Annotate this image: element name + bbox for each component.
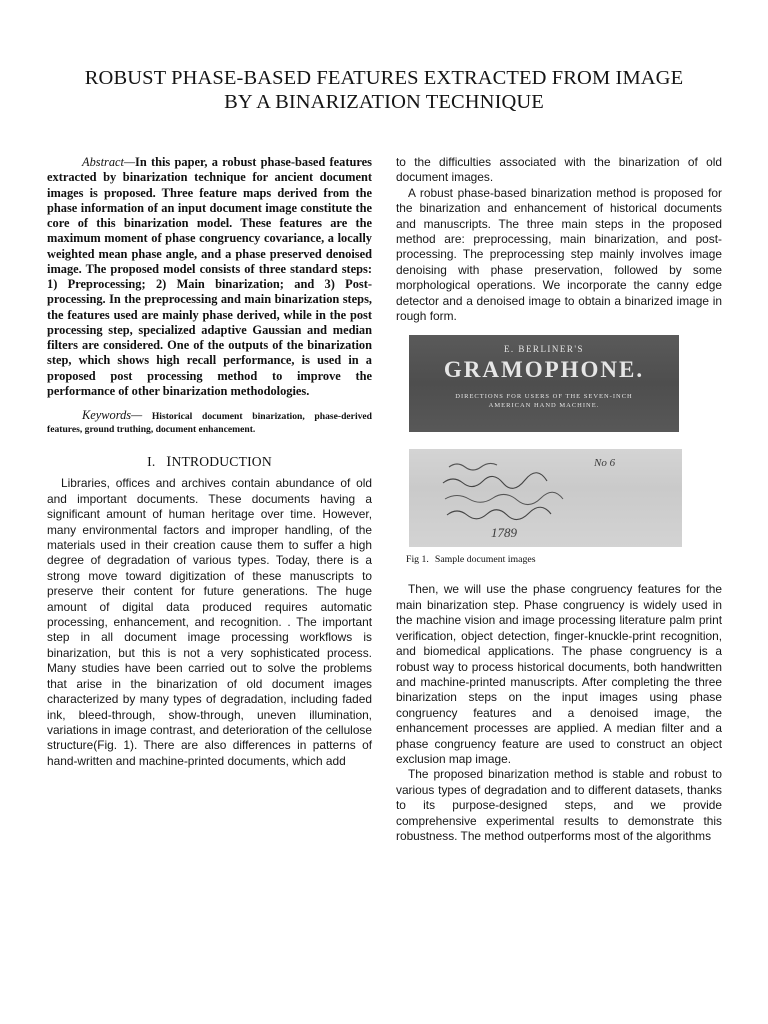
abstract-label: Abstract— xyxy=(82,155,136,169)
sample-image-gramophone xyxy=(409,335,679,432)
paper-title xyxy=(40,66,728,114)
title-line-2: BY A BINARIZATION TECHNIQUE xyxy=(224,91,544,113)
right-paragraph-4: The proposed binarization method is stable and robust to various types of degradation and to different datasets, thanks to its purpose-designed steps, and we provide comprehensive experimental results to demonstrate this robustness. The method outperforms most of the algorithms xyxy=(396,767,722,843)
right-paragraph-1: to the difficulties associated with the binarization of old document images. xyxy=(396,155,722,185)
right-column xyxy=(396,155,722,844)
section-title-rest: NTRODUCTION xyxy=(171,454,272,470)
figure-caption-text: Sample document images xyxy=(434,554,536,566)
figure-caption xyxy=(406,553,722,566)
section-title-initial: I xyxy=(166,454,172,471)
figure-caption-label: Fig 1. xyxy=(406,554,429,566)
left-column xyxy=(47,155,372,769)
handwritten-year: 1789 xyxy=(491,525,517,541)
figure-1 xyxy=(406,335,722,566)
handwriting-strokes xyxy=(439,455,589,535)
right-paragraph-3: Then, we will use the phase congruency features for the main binarization step. Phase congruency is widely used in the machine vision and image processing literature palm print verification, object detection, finger-knuckle-print recognition, and biomedical applications. The phase congruency is a robust way to process historical documents, both handwritten and machine-printed manuscripts. After completing the three binarization steps on the input images using phase congruency features and a denoised image, the enhancement processes are applied. A median filter and a phase congruency feature are used to construct an object exclusion map image. xyxy=(396,582,722,766)
keywords-text: Historical document binarization, phase-derived features, ground truthing, document enhancement. xyxy=(47,411,372,436)
abstract-text: In this paper, a robust phase-based features extracted by binarization technique for ancient document images is proposed. Three feature maps derived from the phase information of an input document image constitute the core of this binarization model. These features are the maximum moment of phase congruency covariance, a locally weighted mean phase angle, and a phase preserved denoised image. The proposed model consists of three standard steps: 1) Preprocessing; 2) Main binarization; and 3) Post-processing. In the preprocessing and main binarization steps, the features used are mainly phase derived, while in the post processing step, specialized adaptive Gaussian and median filters are considered. One of the outputs of the binarization step, which shows high recall performance, is used in a proposed post processing method to improve the performance of other binarization methodologies. xyxy=(47,155,372,398)
gramophone-text-1: E. BERLINER'S xyxy=(503,344,585,355)
sample-image-handwritten xyxy=(409,449,682,547)
intro-paragraph: Libraries, offices and archives contain abundance of old and important documents. These documents having a significant amount of human heritage over time. However, many environmental factors and improper handling, of the materials used in their creation cause them to suffer a high degree of degradation of various types. Today, there is a strong move toward digitization of these manuscripts to preserve their content for future generations. The huge amount of digital data produced requires automatic processing, enhancement, and recognition. . The important step in all document image processing workflows is binarization, but this is not a very sophisticated process. Many studies have been carried out to solve the problems that arise in the binarization of old document images characterized by many types of degradation, including faded ink, bleed-through, show-through, uneven illumination, variations in image contrast, and deterioration of the cellulose structure(Fig. 1). There are also differences in patterns of hand-written and machine-printed documents, which add xyxy=(47,476,372,768)
gramophone-text-2: GRAMOPHONE. xyxy=(443,357,645,383)
abstract xyxy=(47,155,372,399)
gramophone-text-4: AMERICAN HAND MACHINE. xyxy=(488,402,600,410)
gramophone-text-3: DIRECTIONS FOR USERS OF THE SEVEN-INCH xyxy=(455,393,633,401)
title-line-1: ROBUST PHASE-BASED FEATURES EXTRACTED FROM IMAGE xyxy=(84,67,684,89)
section-heading-introduction xyxy=(47,453,372,471)
note-number: No 6 xyxy=(594,457,616,470)
keywords-label: Keywords— xyxy=(82,408,143,422)
section-number: I. xyxy=(147,454,156,470)
right-paragraph-2: A robust phase-based binarization method is proposed for the binarization and enhancement of historical documents and manuscripts. The three main steps in the proposed method are: preprocessing, main binarization, and post-processing. The preprocessing step mainly involves image denoising with phase preservation, followed by some morphological operations. We incorporate the canny edge detector and a denoised image to obtain a binarized image in rough form. xyxy=(396,185,722,324)
keywords xyxy=(47,409,372,436)
